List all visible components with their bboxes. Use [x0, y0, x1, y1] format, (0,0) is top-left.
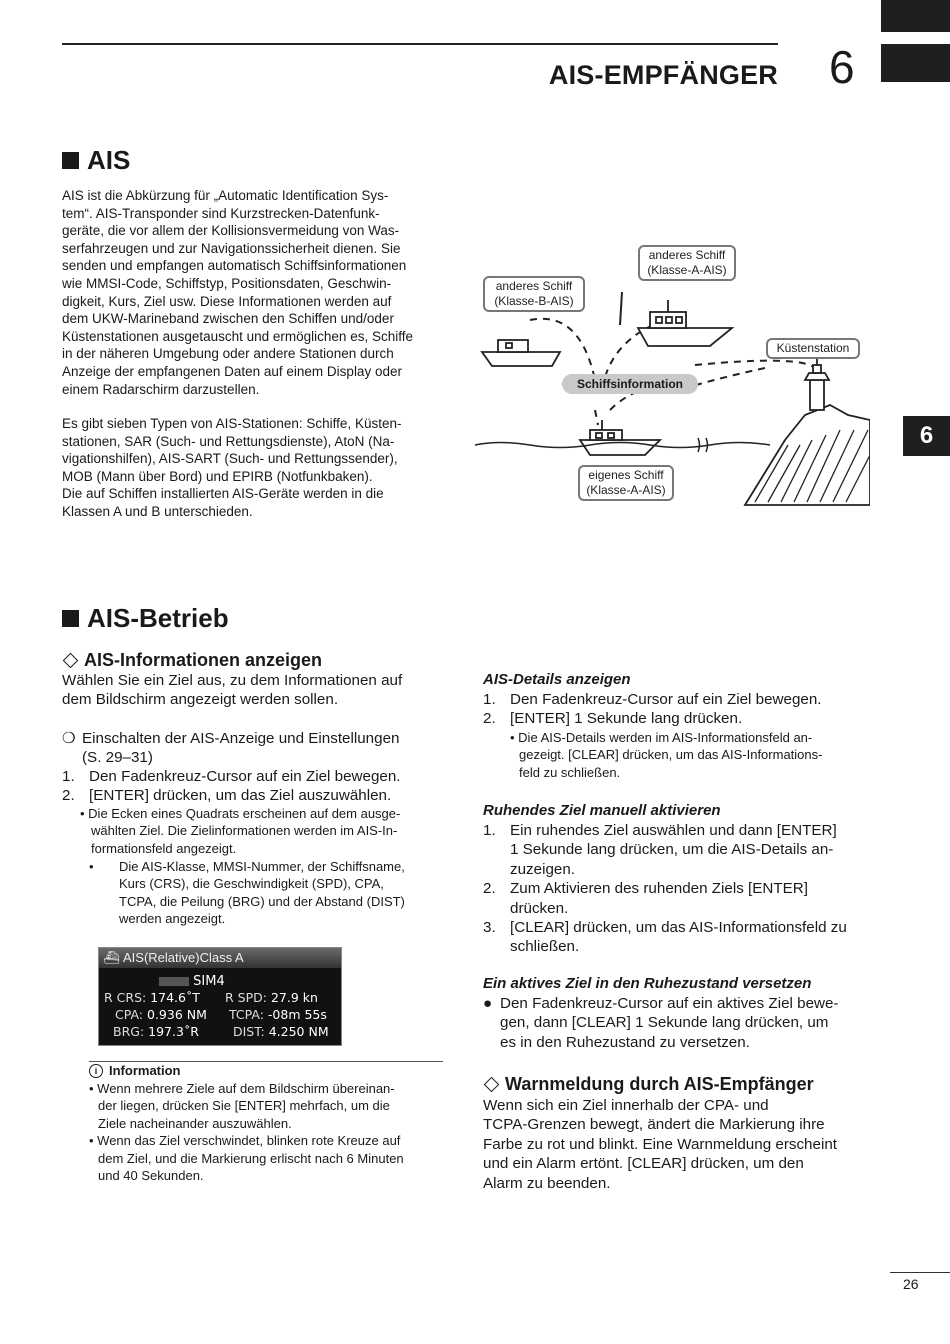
- cpa-field: CPA: 0.936 NM: [115, 1007, 207, 1022]
- list-item: 2. Zum Aktivieren des ruhenden Ziels [ENTER] drücken.: [483, 880, 808, 917]
- tcpa-field: TCPA: -08m 55s: [229, 1007, 327, 1022]
- ais-info-steps: [62, 767, 452, 806]
- ship-icon: ⛴: [103, 950, 120, 965]
- sleeping-target-steps: [483, 821, 873, 957]
- square-bullet-icon: [62, 610, 79, 627]
- spd-field: R SPD: 27.9 kn: [225, 990, 318, 1005]
- chapter-number: 6: [829, 41, 855, 93]
- label-other-ship-b: anderes Schiff (Klasse-B-AIS): [483, 276, 585, 312]
- bullet-icon: ●: [483, 995, 493, 1012]
- details-steps: [483, 690, 873, 729]
- dist-field: DIST: 4.250 NM: [233, 1024, 329, 1039]
- info-list: • Wenn mehrere Ziele auf dem Bildschirm übereinan- der liegen, drücken Sie [ENTER] mehrfach, um die Ziele nacheinander auszuwählen. • Wenn das Ziel verschwindet, blinken rote Kreuze auf dem Ziel, und die Markierung erlischt nach 6 Minuten und 40 Sekunden.: [89, 1081, 404, 1184]
- sleeping-target-heading: Ruhendes Ziel manuell aktivieren: [483, 802, 721, 819]
- ship-b-icon: [482, 340, 560, 366]
- section-heading-text: AIS: [87, 145, 131, 175]
- own-ship-icon: [580, 420, 660, 455]
- square-bullet-icon: [62, 152, 79, 169]
- section-heading-betrieb: AIS-Betrieb: [62, 603, 229, 634]
- details-heading: AIS-Details anzeigen: [483, 671, 631, 688]
- side-chapter-tab: 6: [903, 416, 950, 456]
- list-item: 1. Den Fadenkreuz-Cursor auf ein Ziel bewegen.: [483, 691, 822, 708]
- ais-types-paragraph: Es gibt sieben Typen von AIS-Stationen: Schiffe, Küsten- stationen, SAR (Such- und Rettungsdienste), AtoN (Na- vigationshilfen), AIS-SART (Such- und Rettungssender), MOB (Mann über Bord) und EPIRB (Notfunkbaken). Die auf Schiffen installierten AIS-Geräte werden in die Klassen A und B unterschieden.: [62, 416, 402, 519]
- info-heading: i Information: [89, 1062, 181, 1079]
- list-item: 3. [CLEAR] drücken, um das AIS-Informationsfeld zu schließen.: [483, 919, 847, 956]
- active-target-text: ● Den Fadenkreuz-Cursor auf ein aktives Ziel bewe- gen, dann [CLEAR] 1 Sekunde lang drücken, um es in den Ruhezustand zu versetzen.: [483, 995, 839, 1051]
- thumb-tab-upper: [881, 0, 950, 32]
- label-own-ship: eigenes Schiff (Klasse-A-AIS): [578, 465, 674, 501]
- list-item: 1. Den Fadenkreuz-Cursor auf ein Ziel bewegen.: [62, 768, 401, 785]
- ais-info-intro: Wählen Sie ein Ziel aus, zu dem Informationen auf dem Bildschirm angezeigt werden sollen.: [62, 672, 403, 709]
- footer-rule: [890, 1272, 950, 1273]
- list-item: 1. Ein ruhendes Ziel auswählen und dann [ENTER] 1 Sekunde lang drücken, um die AIS-Details an- zuzeigen.: [483, 822, 837, 878]
- label-coastal-station: Küstenstation: [766, 338, 860, 359]
- thumb-tab-lower: [881, 44, 950, 82]
- list-item: 2. [ENTER] drücken, um das Ziel auszuwählen.: [62, 787, 392, 805]
- ais-info-note-2: • Die AIS-Klasse, MMSI-Nummer, der Schiffsname, Kurs (CRS), die Geschwindigkeit (SPD), CPA, TCPA, die Peilung (BRG) und der Abstand (DIST) werden angezeigt.: [89, 859, 405, 927]
- diamond-bullet-icon: [484, 1077, 500, 1093]
- bullet-icon: •: [89, 859, 94, 874]
- header-rule: [62, 43, 778, 45]
- label-ship-information: Schiffsinformation: [562, 374, 698, 394]
- diamond-bullet-icon: [63, 653, 79, 669]
- ais-screen-titlebar: ⛴ AIS(Relative)Class A: [99, 948, 341, 968]
- chapter-title: AIS-EMPFÄNGER: [548, 60, 778, 90]
- ais-intro-paragraph: AIS ist die Abkürzung für „Automatic Identification Sys- tem“. AIS-Transponder sind Kurzstrecken-Datenfunk- geräte, die vor allem der Kollisionsvermeidung von Was- serfahrzeugen und zur Navigationssicherheit dienen. Sie senden und empfangen automatisch Schiffsinformationen wie MMSI-Code, Schiffstyp, Positionsdaten, Geschwin- digkeit, Kurs, Ziel usw. Diese Informationen werden auf dem UKW-Marineband zwischen den Schiffen und/oder Küstenstationen ausgetauscht und ermöglichen es, Schiffe in der näheren Umgebung oder andere Stationen durch Anzeige der empfangenen Daten auf einem Display oder einem Radarschirm darzustellen.: [62, 188, 413, 397]
- warning-text: Wenn sich ein Ziel innerhalb der CPA- und TCPA-Grenzen bewegt, ändert die Markierung ihre Farbe zu rot und blinkt. Eine Warnmeldung erscheint und ein Alarm ertönt. [CLEAR] drücken, um den Alarm zu beenden.: [483, 1097, 837, 1192]
- ais-info-screen: [98, 947, 342, 1046]
- active-target-heading: Ein aktives Ziel in den Ruhezustand versetzen: [483, 975, 812, 992]
- masked-mmsi: [159, 977, 189, 986]
- coastal-station-icon: [745, 358, 870, 505]
- ais-info-note: • Die Ecken eines Quadrats erscheinen auf dem ausge- wählten Ziel. Die Zielinformationen werden im AIS-In- formationsfeld angezeigt.: [80, 806, 401, 856]
- details-note: • Die AIS-Details werden im AIS-Informationsfeld an- gezeigt. [CLEAR] drücken, um das AIS-Informations- feld zu schließen.: [510, 730, 823, 780]
- brg-field: BRG: 197.3˚R: [113, 1024, 199, 1039]
- subheading-ais-info: AIS-Informationen anzeigen: [62, 650, 322, 671]
- ais-info-prerequisite: ❍ Einschalten der AIS-Anzeige und Einstellungen (S. 29–31): [62, 730, 400, 767]
- crs-field: R CRS: 174.6˚T: [104, 990, 200, 1005]
- info-icon: i: [89, 1064, 103, 1078]
- section-heading-ais: [62, 145, 130, 176]
- list-item: 2. [ENTER] 1 Sekunde lang drücken.: [483, 710, 743, 728]
- page-number: 26: [903, 1276, 919, 1292]
- vessel-name-row: SIM4: [159, 974, 225, 989]
- subheading-warning: Warnmeldung durch AIS-Empfänger: [483, 1074, 814, 1095]
- circle-bullet-icon: ❍: [62, 730, 76, 747]
- ship-a-icon: [638, 300, 732, 346]
- label-other-ship-a: anderes Schiff (Klasse-A-AIS): [638, 245, 736, 281]
- ais-diagram: [470, 240, 870, 510]
